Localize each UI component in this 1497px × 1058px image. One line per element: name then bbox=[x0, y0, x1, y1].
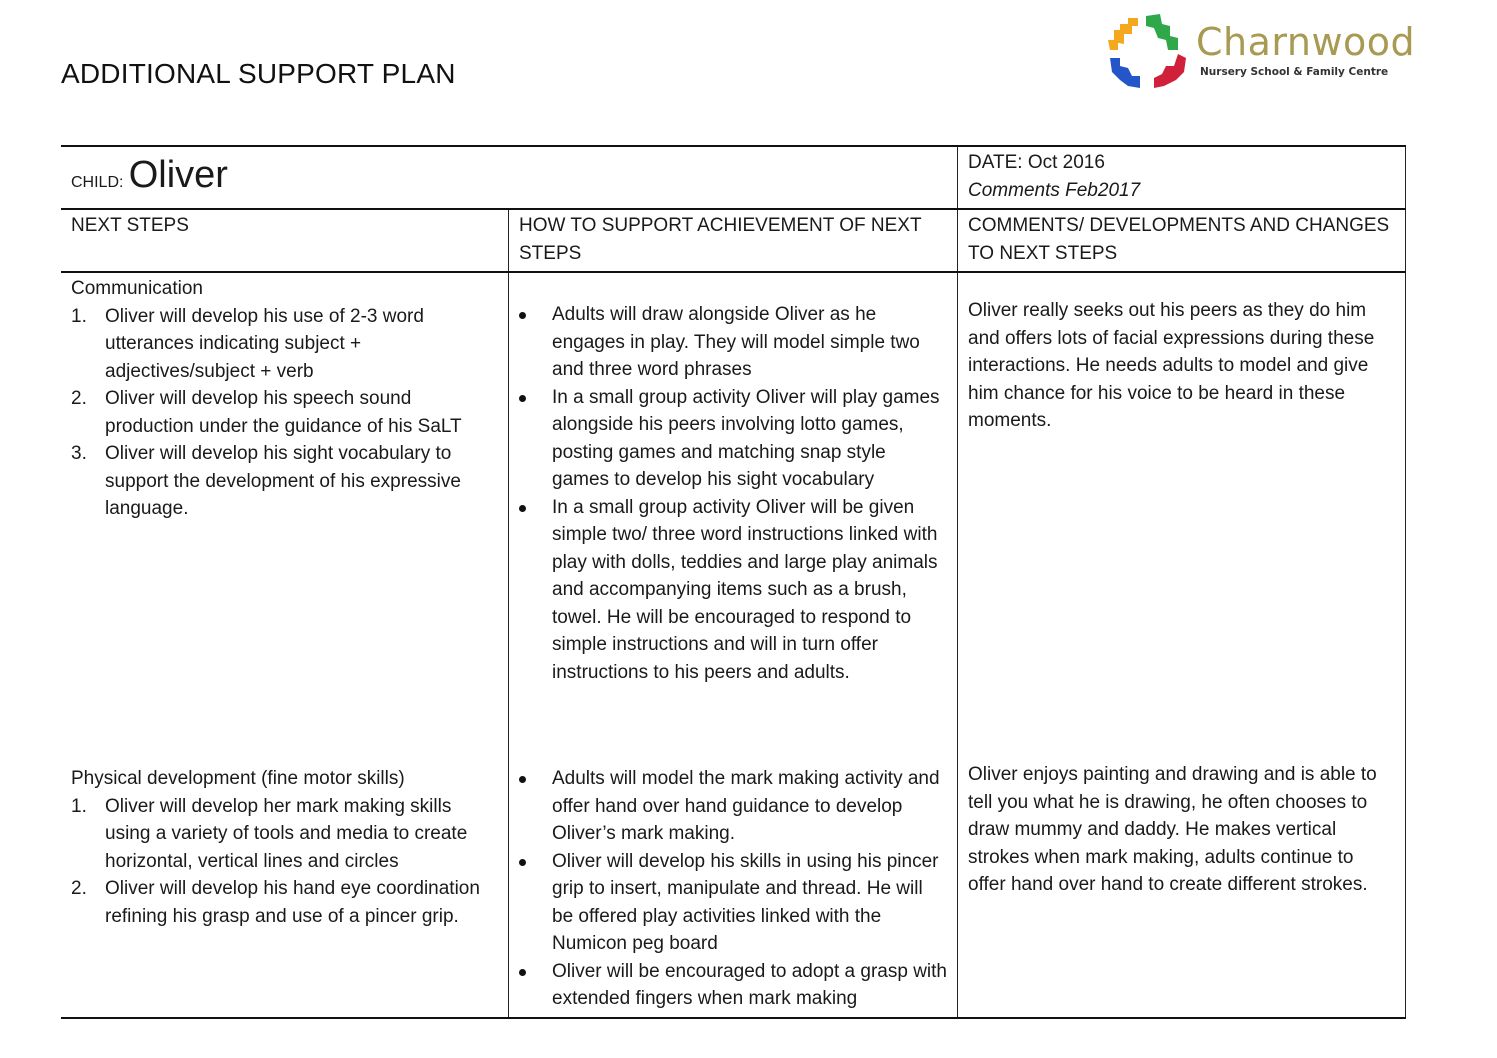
column-header-comments: COMMENTS/ DEVELOPMENTS AND CHANGES TO NEXT STEPS bbox=[957, 210, 1406, 271]
step-number: 1. bbox=[71, 795, 87, 817]
section-physical-development bbox=[71, 751, 498, 930]
bullet-icon bbox=[519, 312, 526, 319]
bullet-icon bbox=[519, 395, 526, 402]
section-heading: Communication bbox=[71, 278, 203, 299]
step-text: Oliver will develop his sight vocabulary to support the development of his expressive language. bbox=[105, 443, 461, 519]
comments-communication bbox=[968, 275, 1395, 751]
bullet-icon bbox=[519, 969, 526, 976]
support-item bbox=[519, 384, 947, 494]
support-text: Oliver will develop his skills in using his pincer grip to insert, manipulate and thread. He will be offered play activities linked with the Numicon peg board bbox=[552, 850, 939, 954]
next-step-item bbox=[71, 875, 498, 930]
date-cell bbox=[957, 147, 1406, 208]
step-number: 2. bbox=[71, 388, 87, 409]
support-text: Adults will draw alongside Oliver as he engages in play. They will model simple two and three word phrases bbox=[552, 304, 920, 380]
section-heading: Physical development (fine motor skills) bbox=[71, 768, 405, 789]
section-communication bbox=[71, 275, 498, 751]
document-title: ADDITIONAL SUPPORT PLAN bbox=[61, 58, 456, 89]
step-number: 1. bbox=[71, 305, 87, 327]
comments-physical-development bbox=[968, 751, 1395, 899]
column-header-how-to-support: HOW TO SUPPORT ACHIEVEMENT OF NEXT STEPS bbox=[508, 210, 957, 271]
support-item bbox=[519, 494, 947, 687]
puzzle-ring-icon bbox=[1104, 10, 1190, 90]
next-step-item bbox=[71, 440, 498, 523]
support-item bbox=[519, 765, 947, 848]
support-text: In a small group activity Oliver will play games alongside his peers involving lotto games, posting games and matching snap style games to develop his sight vocabulary bbox=[552, 386, 940, 490]
next-step-item bbox=[71, 385, 498, 440]
next-step-item bbox=[71, 303, 498, 386]
child-cell bbox=[61, 147, 957, 208]
comments-column bbox=[957, 273, 1406, 1017]
plan-body-row bbox=[61, 271, 1406, 1019]
bullet-icon bbox=[519, 859, 526, 866]
step-text: Oliver will develop his hand eye coordination refining his grasp and use of a pincer grip. bbox=[105, 878, 480, 927]
support-text: Oliver will be encouraged to adopt a grasp with extended fingers when mark making bbox=[552, 960, 948, 1009]
step-text: Oliver will develop his speech sound production under the guidance of his SaLT bbox=[105, 388, 462, 437]
column-header-next-steps: NEXT STEPS bbox=[71, 215, 189, 236]
child-name: Oliver bbox=[128, 154, 228, 196]
next-step-item bbox=[71, 793, 498, 876]
step-number: 2. bbox=[71, 878, 87, 899]
support-text: Adults will model the mark making activity and offer hand over hand guidance to develop Oliver’s mark making. bbox=[552, 768, 940, 844]
support-list bbox=[519, 301, 947, 686]
next-steps-column bbox=[61, 273, 508, 1017]
child-row bbox=[61, 145, 1406, 208]
comment-text: Oliver enjoys painting and drawing and is able to tell you what he is drawing, he often chooses to draw mummy and daddy. He makes vertical strokes when mark making, adults continue to offer hand over hand to create different strokes. bbox=[968, 764, 1377, 895]
step-text: Oliver will develop his use of 2-3 word utterances indicating subject + adjectives/subject + verb bbox=[105, 305, 424, 382]
support-physical-development bbox=[519, 751, 947, 1013]
support-item bbox=[519, 301, 947, 384]
bullet-icon bbox=[519, 776, 526, 783]
support-item bbox=[519, 958, 947, 1013]
logo-name: Charnwood bbox=[1196, 20, 1416, 64]
bullet-icon bbox=[519, 505, 526, 512]
support-item bbox=[519, 848, 947, 958]
next-steps-list bbox=[71, 303, 498, 523]
date-label: DATE: Oct 2016 bbox=[968, 152, 1105, 173]
support-list bbox=[519, 765, 947, 1013]
column-header-row bbox=[61, 208, 1406, 271]
support-communication bbox=[519, 275, 947, 751]
child-label: CHILD: bbox=[71, 174, 124, 191]
charnwood-logo bbox=[1104, 10, 1414, 90]
support-text: In a small group activity Oliver will be given simple two/ three word instructions linked with play with dolls, teddies and large play animals and accompanying items such as a brush, towel. He will be encouraged to respond to simple instructions and will in turn offer instructions to his peers and adults. bbox=[552, 496, 938, 683]
logo-subtitle: Nursery School & Family Centre bbox=[1200, 66, 1389, 78]
step-text: Oliver will develop her mark making skills using a variety of tools and media to create horizontal, vertical lines and circles bbox=[105, 795, 468, 872]
support-plan-table bbox=[61, 145, 1406, 1019]
comments-date: Comments Feb2017 bbox=[968, 179, 1141, 201]
comment-text: Oliver really seeks out his peers as they do him and offers lots of facial expressions during these interactions. He needs adults to model and give him chance for his voice to be heard in these moments. bbox=[968, 300, 1375, 431]
next-steps-list bbox=[71, 793, 498, 931]
step-number: 3. bbox=[71, 443, 87, 464]
how-to-support-column bbox=[508, 273, 957, 1017]
